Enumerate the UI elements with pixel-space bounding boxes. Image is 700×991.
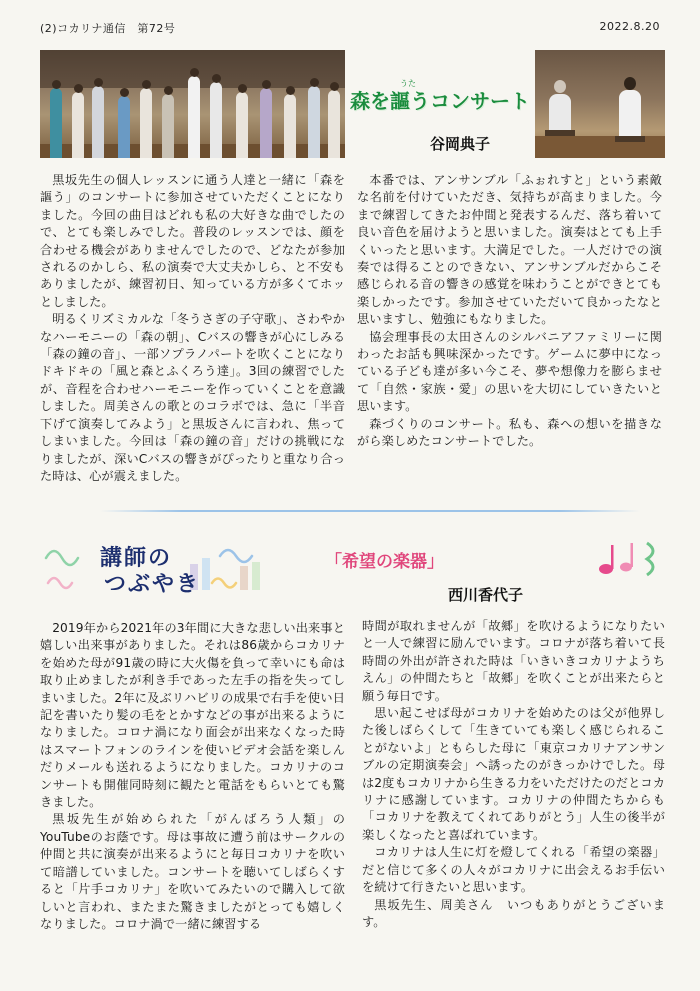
article2-paragraph: 黒坂先生が始められた「がんばろう人類」のYouTubeのお蔭です。母は事故に遭う前はサークルの仲間と共に演奏が出来るようにと毎日コカリナを吹いて暗譜していました。コンサートを聴いてしばらくすると「片手コカリナ」を吹いてみたいので購入して欲しいと言われ、またまた驚きましたがとっても嬉しくなりました。コロナ渦で一緒に練習する — [40, 812, 345, 931]
speakers-photo — [535, 50, 665, 158]
article2-paragraph: コカリナは人生に灯を燈してくれる「希望の楽器」だと信じて多くの人々がコカリナに出会えるお手伝いを続けて行きたいと思います。 — [362, 845, 665, 895]
article1-title: 森を謳うコンサート — [350, 89, 530, 113]
corner-title-line1: 講師の — [100, 546, 173, 571]
article2-left-column — [40, 620, 345, 933]
article1-author: 谷岡典子 — [430, 135, 491, 153]
article1-left-column — [40, 172, 345, 485]
article1-right-column — [357, 172, 662, 451]
article1-paragraph: 森づくりのコンサート。私も、森への想いを描きながら楽しめたコンサートでした。 — [357, 416, 662, 449]
issue-label: (2)コカリナ通信 第72号 — [40, 22, 176, 35]
corner-title-line2: つぶやき — [104, 572, 201, 597]
title-ruby: うた — [400, 79, 416, 88]
ensemble-photo — [40, 50, 345, 158]
issue-date: 2022.8.20 — [599, 20, 660, 33]
article2-paragraph: 2019年から2021年の3年間に大きな悲しい出来事と嬉しい出来事がありました。それは86歳からコカリナを始めた母が91歳の時に大火傷を負って幸いにも命は取り止めましたが利き手であった左手の指を失ってしまいました。2年に及ぶリハビリの成果で右手を使い日記を書いたり髪の毛をとかすなどの事が出来るようになりました。コロナ渦になり面会が出来なくなった時はスマートフォンのラインを使いビデオ会話を楽しんだりメールも送れるようになりました。コカリナのコンサートも開催同時刻に観たと電話をもらいとても驚きました。 — [40, 621, 345, 810]
article1-paragraph: 本番では、アンサンブル「ふぉれすと」という素敵な名前を付けていただき、気持ちが高まりました。今まで練習してきたお仲間と発表するんだ、落ち着いて良い音色を届けようと思いました。演奏はとても上手くいったと思います。大満足でした。一人だけでの演奏では得ることのできない、アンサンブルだからこそ感じられる音の響きの感覚を味わうことができとても楽しかったです。参加させていただいて良かったなと思いますし、勉強にもなりました。 — [357, 173, 662, 327]
article1-paragraph: 協会理事長の太田さんのシルバニアファミリーに関わったお話も興味深かったです。ゲームに夢中になっている子ども達が多い今こそ、夢や想像力を膨らませて「自然・家族・愛」の思いを大切にしていきたいと思います。 — [357, 329, 662, 414]
article2-author: 西川香代子 — [448, 586, 524, 604]
article2-paragraph: 思い起こせば母がコカリナを始めたのは父が他界した後しばらくして「生きていても楽しく感じられることがないよ」ともらした母に「東京コカリナアンサンブルの定期演奏会」へ誘ったのがきっかけでした。母は2度もコカリナから生きる力をいただけたのだとコカリナに感謝しています。コカリナの仲間たちからも「コカリナを教えてくれてありがとう」人生の後半が楽しくなったと喜ばれています。 — [362, 706, 665, 842]
article2-title: 「希望の楽器」 — [325, 552, 444, 572]
article2-right-column — [362, 618, 665, 931]
section-divider — [100, 510, 640, 512]
corner-title — [100, 546, 200, 598]
article2-paragraph: 黒坂先生、周美さん いつもありがとうございます。 — [362, 897, 665, 929]
article2-paragraph: 時間が取れませんが「故郷」を吹けるようになりたいと一人で練習に励んでいます。コロナが落ち着いて長時間の外出が許された時は「いきいきコカリナようちえん」の仲間たちと「故郷」を吹くことが出来たらと願う毎日です。 — [362, 619, 665, 703]
article1-paragraph: 明るくリズミカルな「冬うさぎの子守歌」、さわやかなハーモニーの「森の朝」、Cバスの響きが心にしみる「森の鐘の音」、一部ソプラノパートを吹くことになりドキドキの「風と森とふくろう達」。3回の練習でしたが、音程を合わせハーモニーを作っていくことを意識しました。周美さんの歌とのコラボでは、急に「半音下げて演奏してみよう」と黒坂さんに言われ、焦ってしまいました。今回は「森の鐘の音」だけの挑戦になりましたが、深いCバスの響きがぴったりと重なり合った時は、心が震えました。 — [40, 312, 345, 483]
music-notes-decoration — [592, 537, 672, 582]
article1-paragraph: 黒坂先生の個人レッスンに通う人達と一緒に「森を謳う」のコンサートに参加させていただくことになりました。今回の曲目はどれも私の大好きな曲でしたので、とても楽しみでした。普段のレッスンでは、顔を合わせる機会がありませんでしたので、どなたが参加されるのかしら、私の演奏で大丈夫かしら、と不安もありましたが、練習初日、知っている方が多くてホッとしました。 — [40, 173, 345, 309]
